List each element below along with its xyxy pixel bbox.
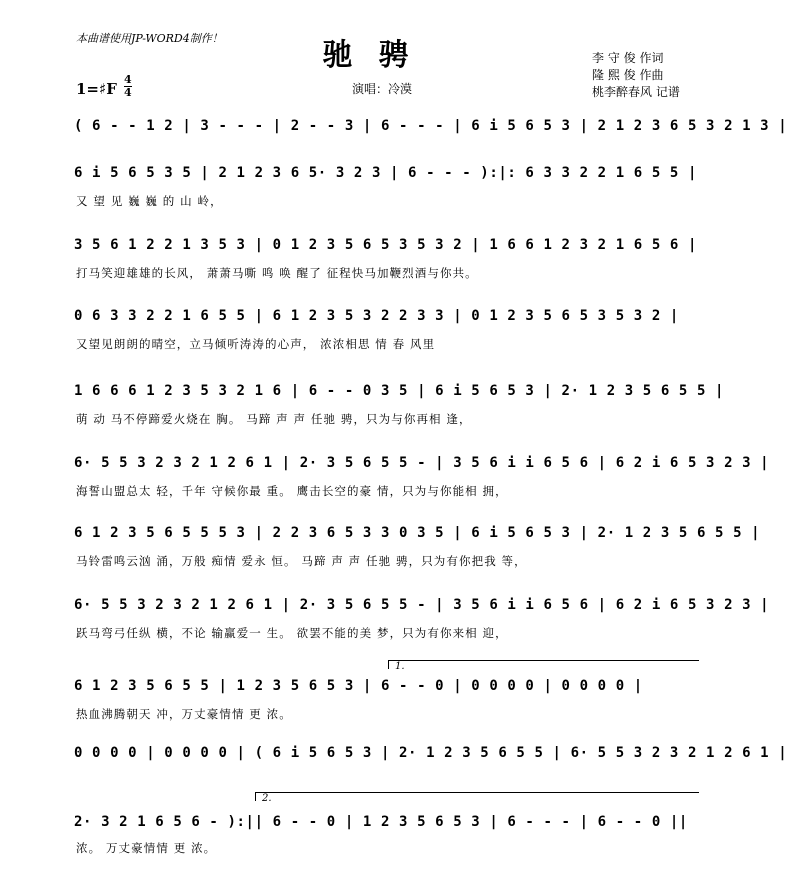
first-ending-label: 1. xyxy=(395,661,405,672)
lyric-line: 浓。 万丈豪情情 更 浓。 xyxy=(76,841,217,855)
composer-credit: 隆 熙 俊 作曲 xyxy=(592,68,664,82)
notation-line: 1 6 6 6 1 2 3 5 3 2 1 6 | 6 - - 0 3 5 | 6 i 5 6 5 3 | 2· 1 2 3 5 6 5 5 | xyxy=(74,383,725,399)
notation-line: 6 1 2 3 5 6 5 5 | 1 2 3 5 6 5 3 | 6 - - 0 | 0 0 0 0 | 0 0 0 0 | xyxy=(74,678,643,694)
lyric-line: 跃马弯弓任纵 横，不论 输赢爱一 生。 欲罢不能的美 梦，只为有你来相 迎， xyxy=(76,626,508,640)
second-ending-label: 2. xyxy=(262,793,272,804)
second-ending-bracket xyxy=(255,792,699,804)
notation-line: 6 1 2 3 5 6 5 5 5 3 | 2 2 3 6 5 3 3 0 3 5 | 6 i 5 6 5 3 | 2· 1 2 3 5 6 5 5 | xyxy=(74,525,761,541)
meter-bottom: 4 xyxy=(124,86,132,99)
notation-line: 3 5 6 1 2 2 1 3 5 3 | 0 1 2 3 5 6 5 3 5 3 2 | 1 6 6 1 2 3 2 1 6 5 6 | xyxy=(74,237,697,253)
lyricist-credit: 李 守 俊 作词 xyxy=(592,51,664,65)
notation-line: 0 6 3 3 2 2 1 6 5 5 | 6 1 2 3 5 3 2 2 3 3 | 0 1 2 3 5 6 5 3 5 3 2 | xyxy=(74,308,679,324)
song-title: 驰骋 xyxy=(322,38,435,73)
time-signature xyxy=(124,74,132,99)
notation-line: 2· 3 2 1 6 5 6 - ):|| 6 - - 0 | 1 2 3 5 6 5 3 | 6 - - - | 6 - - 0 || xyxy=(74,814,688,830)
singer-credit: 演唱：冷漠 xyxy=(352,82,413,96)
notation-line: 6· 5 5 3 2 3 2 1 2 6 1 | 2· 3 5 6 5 5 - | 3 5 6 i i 6 5 6 | 6 2 i 6 5 3 2 3 | xyxy=(74,455,770,471)
lyric-line: 萌 动 马不停蹄爱火烧在 胸。 马蹄 声 声 任驰 骋，只为与你再相 逢， xyxy=(76,412,472,426)
meter-top: 4 xyxy=(124,73,132,86)
key-signature: 1=♯F xyxy=(76,80,117,98)
first-ending-bracket xyxy=(388,660,699,672)
lyric-line: 又 望 见 巍 巍 的 山 岭， xyxy=(76,194,223,208)
software-note: 本曲谱使用JP-WORD4制作！ xyxy=(76,32,223,45)
lyric-line: 马铃雷鸣云汹 涌，万般 痴情 爱永 恒。 马蹄 声 声 任驰 骋，只为有你把我 等， xyxy=(76,554,527,568)
transcriber-credit: 桃李醉春风 记谱 xyxy=(592,85,680,99)
credits-block xyxy=(592,50,680,101)
notation-line: 0 0 0 0 | 0 0 0 0 | ( 6 i 5 6 5 3 | 2· 1 2 3 5 6 5 5 | 6· 5 5 3 2 3 2 1 2 6 1 | xyxy=(74,745,787,761)
lyric-line: 海誓山盟总太 轻，千年 守候你最 重。 鹰击长空的豪 情，只为与你能相 拥， xyxy=(76,484,508,498)
notation-line: 6· 5 5 3 2 3 2 1 2 6 1 | 2· 3 5 6 5 5 - | 3 5 6 i i 6 5 6 | 6 2 i 6 5 3 2 3 | xyxy=(74,597,770,613)
lyric-line: 打马笑迎雄雄的长风， 萧萧马嘶 鸣 唤 醒了 征程快马加鞭烈酒与你共。 xyxy=(76,266,478,280)
lyric-line: 又望见朗朗的晴空，立马倾听涛涛的心声， 浓浓相思 情 春 风里 xyxy=(76,337,436,351)
lyric-line: 热血沸腾朝天 冲，万丈豪情情 更 浓。 xyxy=(76,707,292,721)
notation-line: ( 6 - - 1 2 | 3 - - - | 2 - - 3 | 6 - - - | 6 i 5 6 5 3 | 2 1 2 3 6 5 3 2 1 3 | xyxy=(74,118,787,134)
notation-line: 6 i 5 6 5 3 5 | 2 1 2 3 6 5· 3 2 3 | 6 - - - ):|: 6 3 3 2 2 1 6 5 5 | xyxy=(74,165,697,181)
